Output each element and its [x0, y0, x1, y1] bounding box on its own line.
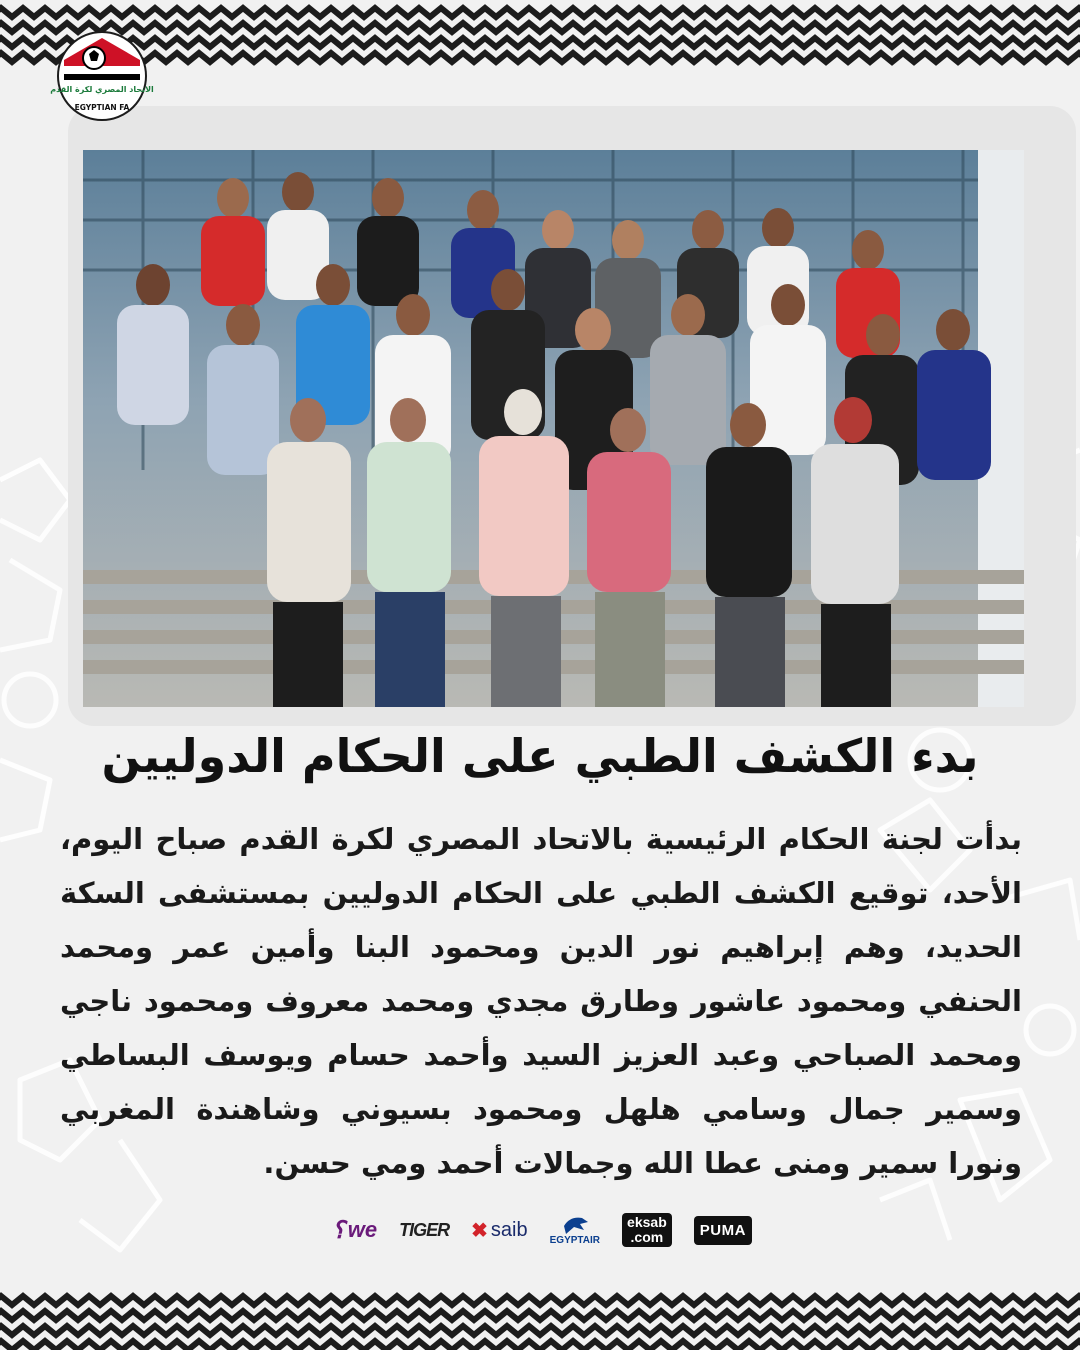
we-icon: ⸮: [332, 1216, 345, 1244]
headline: بدء الكشف الطبي على الحكام الدوليين: [101, 729, 979, 783]
horus-icon: [560, 1214, 590, 1236]
sponsor-eksab-logo: [622, 1213, 672, 1246]
bottom-zigzag-band: [0, 1288, 1080, 1350]
sponsor-egyptair-logo: [550, 1214, 600, 1246]
sponsors-strip: [332, 1210, 752, 1250]
sponsor-saib-logo: [471, 1218, 527, 1243]
egyptian-fa-logo: [50, 30, 154, 122]
sponsor-puma-logo: [694, 1216, 752, 1245]
logo-arabic-text: الاتحاد المصري لكرة القدم: [50, 85, 154, 94]
sponsor-we-text: we: [347, 1217, 378, 1242]
saib-icon: ✖: [471, 1219, 488, 1242]
sponsor-egyptair-text: EGYPTAIR: [549, 1235, 601, 1246]
logo-english-text: EGYPTIAN FA: [74, 103, 130, 112]
sponsor-tiger-text: TIGER: [399, 1219, 450, 1240]
article-body: بدأت لجنة الحكام الرئيسية بالاتحاد المصري لكرة القدم صباح اليوم، الأحد، توقيع الكشف الطبي على الحكام الدوليين بمستشفى السكة الحديد، وهم إبراهيم نور الدين ومحمود البنا وأمين عمر ومحمد الحنفي ومحمود عاشور وطارق مجدي ومحمد معروف ومحمود ناجي ومحمد الصباحي وعبد العزيز السيد وأحمد حسام ويوسف البساطي وسمير جمال وسامي هلهل ومحمود بسيوني وشاهندة المغربي ونورا سمير ومنى عطا الله وجمالات أحمد ومي حسن.: [60, 822, 1022, 1180]
sponsor-eksab-text: eksab: [627, 1214, 667, 1231]
group-photo: [83, 150, 1024, 707]
sponsor-puma-text: PUMA: [699, 1221, 746, 1239]
sponsor-tiger-logo: [399, 1220, 449, 1241]
sponsor-eksab-domain: .com: [630, 1229, 664, 1245]
sponsor-saib-text: saib: [490, 1218, 528, 1241]
sponsor-we-logo: [332, 1216, 377, 1245]
